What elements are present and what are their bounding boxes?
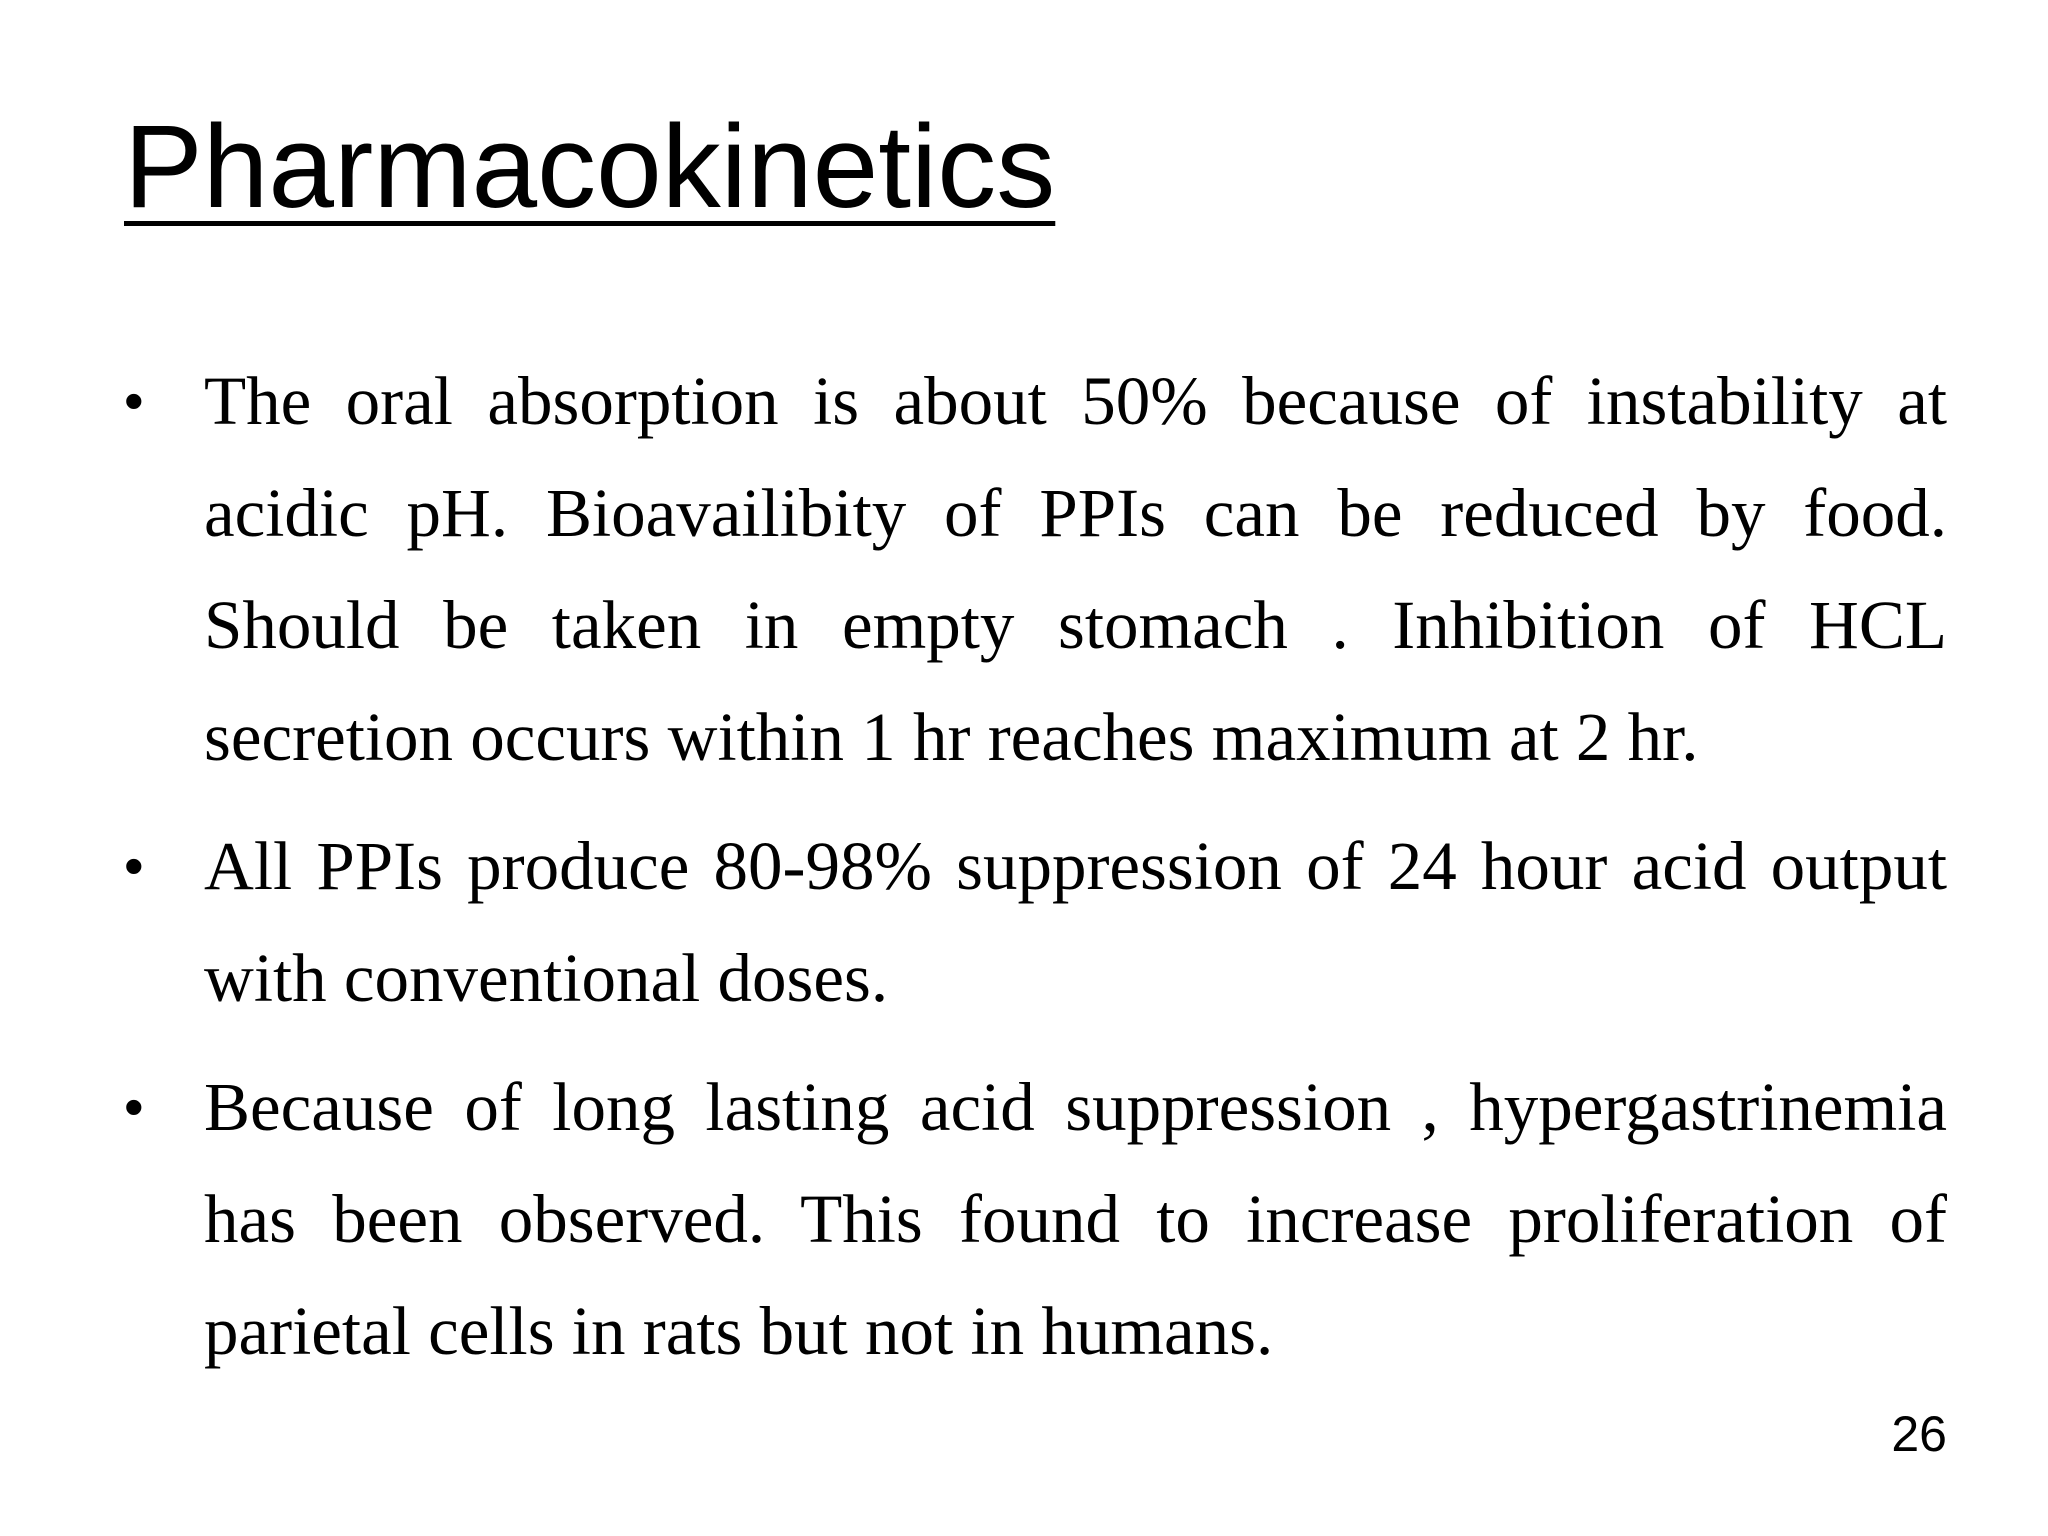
bullet-item xyxy=(124,345,1947,793)
bullet-text: All PPIs produce 80-98% suppression of 24 hour acid output with conventional doses. xyxy=(204,828,1947,1016)
bullet-text: The oral absorption is about 50% because of instability at acidic pH. Bioavailibity of PPIs can be reduced by food. Should be taken in empty stomach . Inhibition of HCL secretion occurs within 1 hr reaches maximum at 2 hr. xyxy=(204,363,1947,775)
bullet-list xyxy=(124,345,1947,1404)
bullet-item xyxy=(124,810,1947,1034)
bullet-text: Because of long lasting acid suppression , hypergastrinemia has been observed. This found to increase proliferation of parietal cells in rats but not in humans. xyxy=(204,1069,1947,1369)
slide-title: Pharmacokinetics xyxy=(124,101,1056,233)
bullet-marker: • xyxy=(124,369,144,432)
bullet-item xyxy=(124,1051,1947,1387)
bullet-marker: • xyxy=(124,1075,144,1138)
bullet-marker: • xyxy=(124,834,144,897)
page-number: 26 xyxy=(1891,1406,1947,1462)
